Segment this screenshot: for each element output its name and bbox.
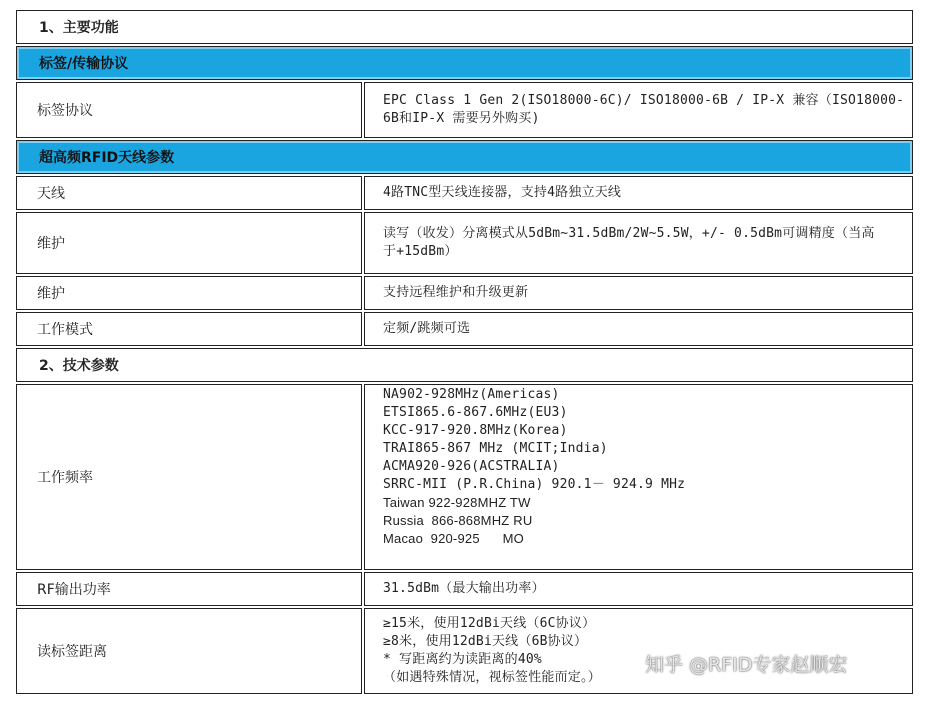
- row-label: 维护: [37, 236, 65, 252]
- label-cell-rf-power: [16, 572, 362, 606]
- label-cell-antenna: [16, 176, 362, 210]
- row-label: 天线: [37, 186, 65, 202]
- value-line: 于+15dBm）: [383, 244, 458, 259]
- label-cell-frequency: [16, 384, 362, 570]
- value-line: * 写距离约为读距离的40%: [383, 652, 542, 667]
- value-cell-frequency: [364, 384, 913, 570]
- value-line: TRAI865-867 MHz (MCIT;India): [383, 441, 608, 456]
- value-cell-work-mode: [364, 312, 913, 346]
- value-line: Taiwan 922-928MHZ TW: [383, 495, 531, 510]
- value-line: 6B和IP-X 需要另外购买): [383, 111, 540, 126]
- category-bar-antenna-params: [16, 140, 913, 174]
- section-title: 1、主要功能: [39, 20, 119, 36]
- value-cell-tag-protocol: [364, 82, 913, 138]
- category-bar-tag-protocol: [16, 46, 913, 80]
- row-label: RF输出功率: [37, 582, 111, 598]
- row-value: [383, 225, 906, 261]
- row-value: 支持远程维护和升级更新: [383, 285, 529, 300]
- row-label: 工作频率: [37, 470, 93, 486]
- section-header-tech-params: [16, 348, 913, 382]
- value-line: KCC-917-920.8MHz(Korea): [383, 423, 568, 438]
- value-line: ETSI865.6-867.6MHz(EU3): [383, 405, 568, 420]
- row-value: 31.5dBm（最大输出功率）: [383, 581, 545, 596]
- category-title: 标签/传输协议: [39, 56, 129, 72]
- row-value: [383, 386, 906, 548]
- section-title: 2、技术参数: [39, 358, 119, 374]
- row-value: 4路TNC型天线连接器，支持4路独立天线: [383, 185, 622, 200]
- value-line: SRRC-MII (P.R.China) 920.1－ 924.9 MHz: [383, 477, 686, 492]
- value-line: EPC Class 1 Gen 2(ISO18000-6C)/ ISO18000-6B / IP-X 兼容（ISO18000-: [383, 93, 905, 108]
- label-cell-read-distance: [16, 608, 362, 694]
- row-value: [383, 92, 906, 128]
- value-cell-antenna: [364, 176, 913, 210]
- value-line: NA902-928MHz(Americas): [383, 387, 560, 402]
- row-value: 定频/跳频可选: [383, 321, 471, 336]
- value-line: ACMA920-926(ACSTRALIA): [383, 459, 560, 474]
- value-line: Russia 866-868MHZ RU: [383, 513, 533, 528]
- label-cell-maintain-power: [16, 212, 362, 274]
- row-label: 维护: [37, 286, 65, 302]
- label-cell-work-mode: [16, 312, 362, 346]
- row-label: 工作模式: [37, 322, 93, 338]
- value-cell-maintain-remote: [364, 276, 913, 310]
- category-title: 超高频RFID天线参数: [39, 150, 175, 166]
- value-line: 读写（收发）分离模式从5dBm~31.5dBm/2W~5.5W，+/- 0.5dBm可调精度（当高: [383, 226, 875, 241]
- row-label: 标签协议: [37, 103, 93, 119]
- value-cell-maintain-power: [364, 212, 913, 274]
- zhihu-watermark: 知乎 @RFID专家赵顺宏: [645, 654, 848, 676]
- value-line: （如遇特殊情况，视标签性能而定。）: [383, 670, 601, 685]
- value-line: ≥8米，使用12dBi天线（6B协议）: [383, 634, 588, 649]
- value-line: ≥15米，使用12dBi天线（6C协议）: [383, 616, 596, 631]
- value-line: Macao 920-925 MO: [383, 531, 524, 546]
- section-header-main-functions: [16, 10, 913, 44]
- row-label: 读标签距离: [37, 644, 107, 660]
- value-cell-rf-power: [364, 572, 913, 606]
- label-cell-maintain-remote: [16, 276, 362, 310]
- label-cell-tag-protocol: [16, 82, 362, 138]
